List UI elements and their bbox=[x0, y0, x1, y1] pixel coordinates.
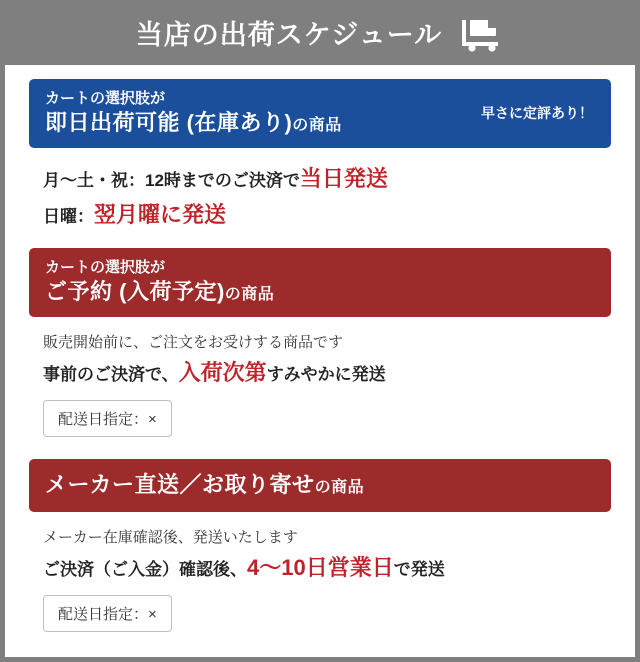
banner-preorder bbox=[29, 248, 611, 317]
details-in-stock bbox=[29, 148, 611, 240]
detail-part: 12時までのご決済で bbox=[145, 170, 300, 190]
delivery-date-badge: 配送日指定：× bbox=[43, 400, 172, 437]
banner-large-text: メーカー直送／お取り寄せ bbox=[45, 472, 315, 498]
detail-part: 月〜土・祝： bbox=[43, 170, 145, 190]
detail-emphasis: 4〜10日営業日 bbox=[247, 555, 394, 581]
detail-part: で発送 bbox=[393, 560, 445, 580]
banner-small-label: カートの選択肢が bbox=[45, 259, 166, 277]
detail-emphasis: 入荷次第 bbox=[178, 360, 267, 386]
schedule-content bbox=[5, 65, 635, 648]
banner-texts bbox=[45, 471, 364, 500]
banner-in-stock bbox=[29, 79, 611, 148]
hand-truck-icon bbox=[458, 18, 504, 52]
banner-large-suffix: の商品 bbox=[224, 286, 275, 304]
banner-large-suffix: の商品 bbox=[292, 117, 342, 135]
banner-small-label: カートの選択肢が bbox=[45, 90, 166, 107]
detail-part: 事前のご決済で、 bbox=[43, 365, 179, 385]
detail-part: 日曜： bbox=[43, 206, 94, 226]
detail-part: すみやかに発送 bbox=[266, 365, 386, 385]
detail-emphasis: 当日発送 bbox=[299, 165, 388, 191]
detail-line bbox=[43, 162, 601, 196]
section-preorder bbox=[29, 248, 611, 443]
detail-line bbox=[43, 198, 601, 232]
banner-large-label bbox=[45, 278, 274, 307]
banner-large-label bbox=[45, 471, 364, 500]
detail-line bbox=[43, 356, 601, 390]
banner-texts bbox=[45, 89, 342, 138]
banner-large-text: ご予約 (入荷予定) bbox=[45, 279, 225, 305]
section-in-stock bbox=[29, 79, 611, 240]
page-title: 当店の出荷スケジュール bbox=[135, 19, 443, 50]
banner-texts bbox=[45, 258, 274, 307]
details-direct-ship bbox=[29, 512, 611, 638]
details-preorder bbox=[29, 317, 611, 443]
banner-direct-ship bbox=[29, 459, 611, 512]
detail-line bbox=[43, 551, 601, 585]
detail-emphasis: 翌月曜に発送 bbox=[94, 201, 227, 227]
banner-large-label bbox=[45, 109, 342, 138]
banner-large-suffix: の商品 bbox=[314, 479, 365, 497]
page-header bbox=[5, 5, 635, 65]
detail-line: 販売開始前に、ご注文をお受けする商品です bbox=[43, 333, 344, 351]
banner-note: 早さに定評あり！ bbox=[481, 105, 593, 122]
banner-large-text: 即日出荷可能 (在庫あり) bbox=[45, 110, 293, 136]
detail-part: ご決済（ご入金）確認後、 bbox=[43, 560, 247, 580]
delivery-date-badge: 配送日指定：× bbox=[43, 595, 172, 632]
detail-line: メーカー在庫確認後、発送いたします bbox=[43, 528, 298, 546]
section-direct-ship bbox=[29, 459, 611, 638]
